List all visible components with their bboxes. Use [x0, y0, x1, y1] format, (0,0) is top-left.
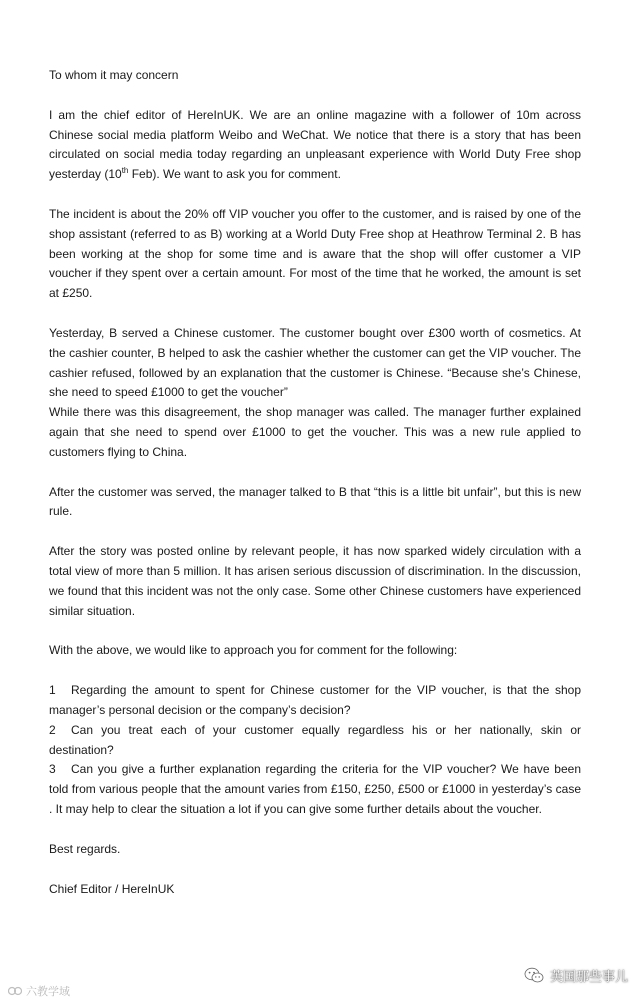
paragraph-intro — [49, 106, 581, 185]
question-item — [49, 760, 581, 819]
question-number: 2 — [49, 722, 56, 737]
paragraph-intro-tail: Feb). We want to ask you for comment. — [128, 167, 341, 182]
watermark-right-text: 英国那些事儿 — [549, 970, 628, 985]
question-text: Can you treat each of your customer equally regardless his or her nationally, skin or destination? — [49, 722, 581, 757]
question-text: Regarding the amount to spent for Chinese customer for the VIP voucher, is that the shop manager’s personal decision or the company’s decision? — [49, 683, 581, 717]
watermark-left-icon — [8, 985, 22, 997]
question-number: 3 — [49, 762, 56, 777]
salutation: To whom it may concern — [49, 68, 179, 82]
letter-body — [49, 66, 581, 919]
question-item — [49, 721, 581, 761]
closing: Best regards. — [49, 841, 121, 856]
watermark-right — [524, 966, 628, 985]
question-text: Can you give a further explanation regarding the criteria for the VIP voucher? We have been told from various people that the amount varies from £150, £250, £500 or £1000 in yesterday’s case . It may help to clear the situation a lot if you can give some further details about the voucher. — [49, 762, 581, 816]
wechat-icon — [524, 967, 544, 984]
paragraph-yesterday: Yesterday, B served a Chinese customer. The customer bought over £300 worth of cosmetics. At the cashier counter, B helped to ask the cashier whether the customer can get the VIP voucher. The cashier refused, followed by an explanation that the customer is Chinese. “Because she’s Chinese, she need to speed £1000 to get the voucher” — [49, 325, 581, 400]
paragraph-incident: The incident is about the 20% off VIP voucher you offer to the customer, and is raised by one of the shop assistant (referred to as B) working at a World Duty Free shop at Heathrow Terminal 2. B has been working at the shop for some time and is aware that the shop will offer customer a VIP voucher if they spent over a certain amount. For most of the time that he worked, the amount is set at £250. — [49, 206, 581, 301]
paragraph-approach: With the above, we would like to approach you for comment for the following: — [49, 643, 458, 658]
paragraph-circulation: After the story was posted online by relevant people, it has now sparked widely circulation with a total view of more than 5 million. It has arisen serious discussion of discrimination. In the discussion, we found that this incident was not the only case. Some other Chinese customers have experienced similar situation. — [49, 544, 581, 618]
question-list — [49, 681, 581, 820]
paragraph-manager: After the customer was served, the manager talked to B that “this is a little bit unfair”, but this is new rule. — [49, 484, 581, 519]
question-item — [49, 681, 581, 721]
watermark-left — [8, 983, 70, 999]
paragraph-intro-text: I am the chief editor of HereInUK. We are an online magazine with a follower of 10m across Chinese social media platform Weibo and WeChat. We notice that there is a story that has been circulated on social media today regarding an unpleasant experience with World Duty Free shop yesterday (10 — [49, 107, 581, 182]
superscript-th: th — [121, 166, 129, 176]
signature: Chief Editor / HereInUK — [49, 881, 175, 896]
watermark-left-text: 六教学域 — [26, 985, 70, 998]
paragraph-disagreement: While there was this disagreement, the shop manager was called. The manager further explained again that she need to spend over £1000 to get the voucher. This was a new rule applied to customers flying to China. — [49, 405, 581, 459]
question-number: 1 — [49, 683, 56, 698]
